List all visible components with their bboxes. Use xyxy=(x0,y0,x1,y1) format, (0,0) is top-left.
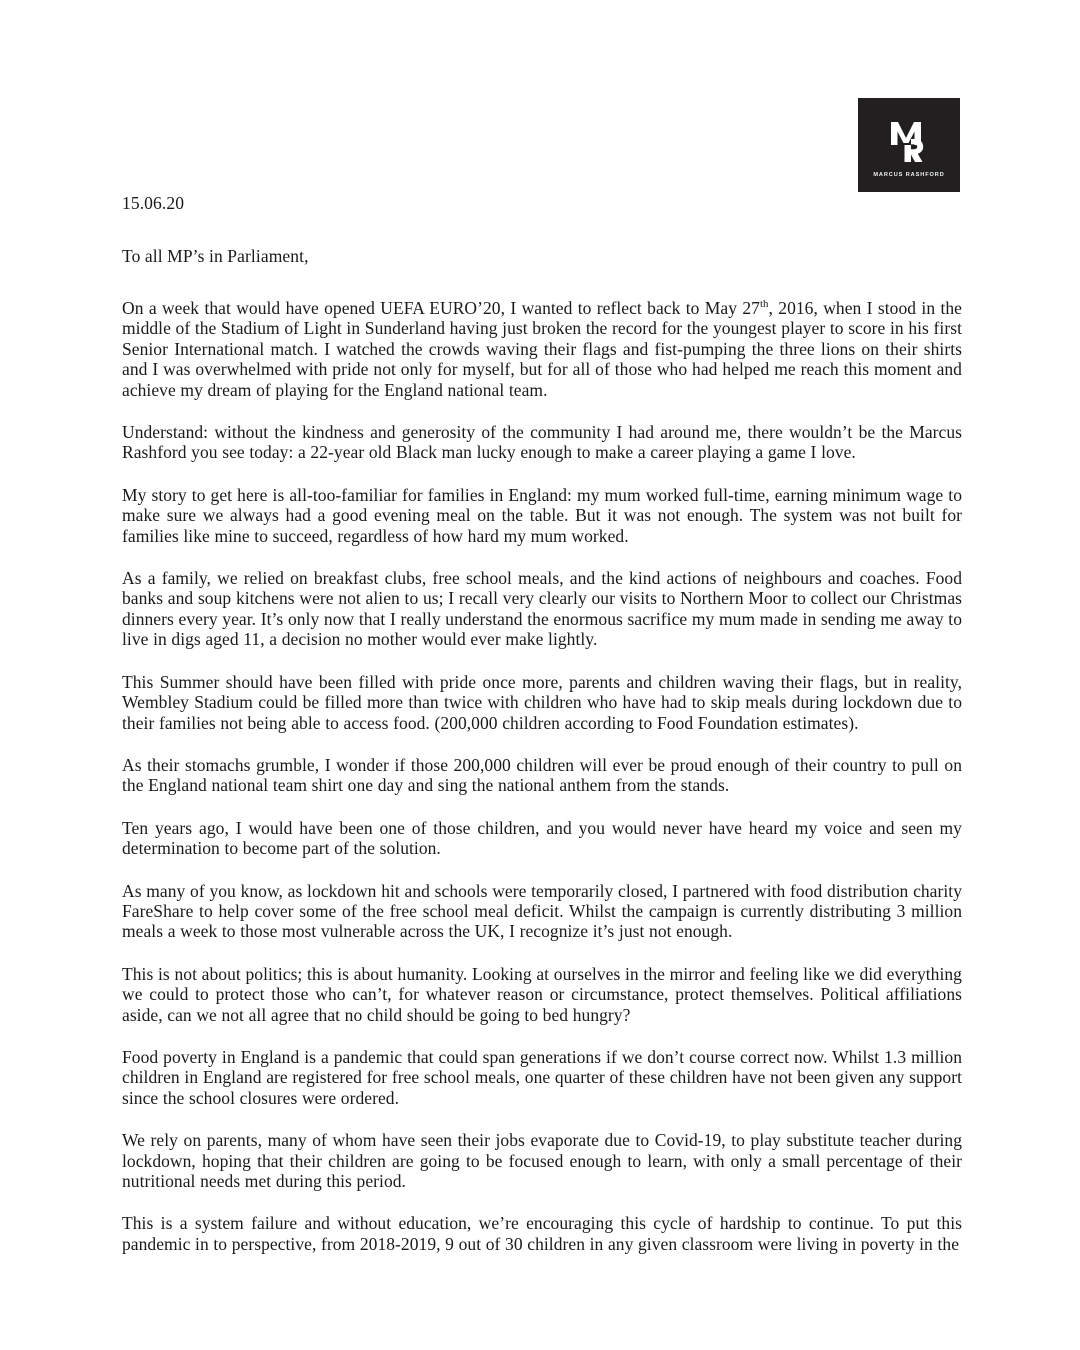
paragraph-1 xyxy=(122,298,962,400)
paragraph-1-pre: On a week that would have opened UEFA EURO’20, I wanted to reflect back to May 27 xyxy=(122,298,760,318)
letter-date: 15.06.20 xyxy=(122,193,185,213)
paragraph-10: Food poverty in England is a pandemic that could span generations if we don’t course correct now. Whilst 1.3 million children in England are registered for free school meals, one quarter of these children have not been given any support since the school closures were ordered. xyxy=(122,1046,962,1108)
logo-caption: MARCUS RASHFORD xyxy=(873,171,945,178)
paragraph-6: As their stomachs grumble, I wonder if those 200,000 children will ever be proud enough of their country to pull on the England national team shirt one day and sing the national anthem from the stands. xyxy=(122,754,962,796)
ordinal-suffix: th xyxy=(759,298,769,311)
paragraph-3: My story to get here is all-too-familiar for families in England: my mum worked full-time, earning minimum wage to make sure we always had a good evening meal on the table. But it was not enough. The system was not built for families like mine to succeed, regardless of how hard my mum worked. xyxy=(122,484,962,546)
paragraph-2: Understand: without the kindness and generosity of the community I had around me, there wouldn’t be the Marcus Rashford you see today: a 22-year old Black man lucky enough to make a career playing a game I love. xyxy=(122,422,962,463)
paragraph-12: This is a system failure and without education, we’re encouraging this cycle of hardship to continue. To put this pandemic in to perspective, from 2018-2019, 9 out of 30 children in any given classroom were living in poverty in the xyxy=(122,1213,962,1254)
paragraph-7: Ten years ago, I would have been one of those children, and you would never have heard my voice and seen my determination to become part of the solution. xyxy=(122,817,962,859)
paragraph-11: We rely on parents, many of whom have seen their jobs evaporate due to Covid-19, to play substitute teacher during lockdown, hoping that their children are going to be focused enough to learn, with only a small percentage of their nutritional needs met during this period. xyxy=(122,1130,962,1191)
letter-body xyxy=(122,193,962,1254)
paragraph-5: This Summer should have been filled with pride once more, parents and children waving their flags, but in reality, Wembley Stadium could be filled more than twice with children who have had to skip meals during lockdown due to their families not being able to access food. (200,000 children according to Food Foundation estimates). xyxy=(122,671,962,733)
mr-monogram-icon xyxy=(881,118,937,166)
paragraph-4: As a family, we relied on breakfast clubs, free school meals, and the kind actions of neighbours and coaches. Food banks and soup kitchens were not alien to us; I recall very clearly our visits to Northern Moor to collect our Christmas dinners every year. It’s only now that I really understand the enormous sacrifice my mum made in sending me away to live in digs aged 11, a decision no mother would ever make lightly. xyxy=(122,568,962,650)
marcus-rashford-logo xyxy=(858,98,960,192)
paragraph-8: As many of you know, as lockdown hit and schools were temporarily closed, I partnered with food distribution charity FareShare to help cover some of the free school meal deficit. Whilst the campaign is currently distributing 3 million meals a week to those most vulnerable across the UK, I recognize it’s just not enough. xyxy=(122,880,962,942)
paragraph-9: This is not about politics; this is about humanity. Looking at ourselves in the mirror and feeling like we did everything we could to protect those who can’t, for whatever reason or circumstance, protect themselves. Political affiliations aside, can we not all agree that no child should be going to bed hungry? xyxy=(122,963,962,1025)
letter-salutation: To all MP’s in Parliament, xyxy=(122,246,309,266)
paragraph-1-post: , 2016, when I stood in the middle of the Stadium of Light in Sunderland having just broken the record for the youngest player to score in his first Senior International match. I watched the crowds waving their flags and fist-pumping the three lions on their shirts and I was overwhelmed with pride not only for myself, but for all of those who had helped me reach this moment and achieve my dream of playing for the England national team. xyxy=(122,298,962,400)
